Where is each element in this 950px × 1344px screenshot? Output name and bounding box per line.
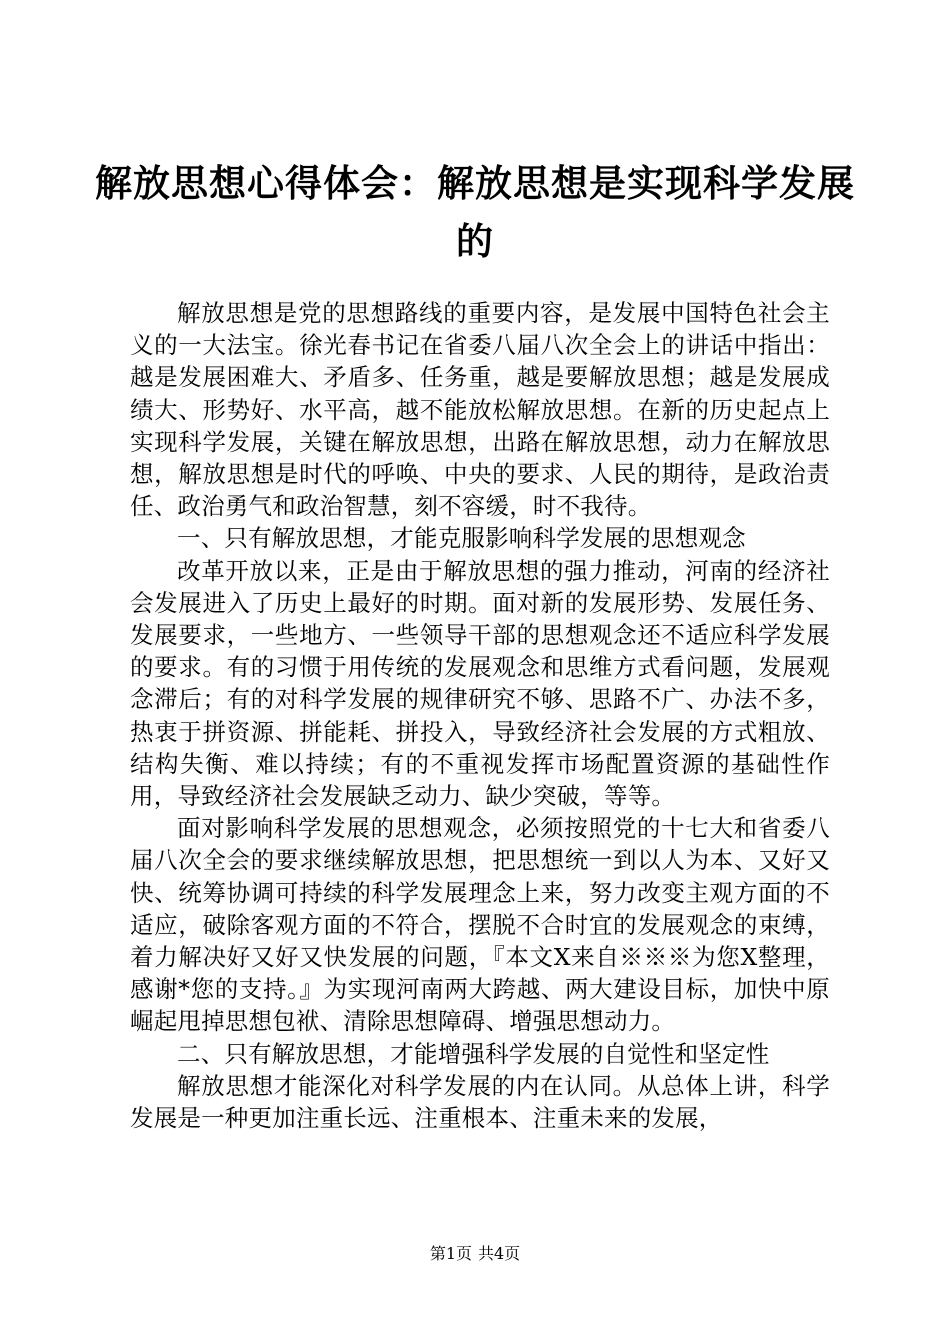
document-title-line-1: 解放思想心得体会：解放思想是实现科学发展 <box>95 162 855 205</box>
document-title-line-2: 的 <box>456 220 494 263</box>
document-body <box>130 297 830 1134</box>
section-heading-1: 一、只有解放思想，才能克服影响科学发展的思想观念 <box>177 524 746 553</box>
section-heading-2: 二、只有解放思想，才能增强科学发展的自觉性和坚定性 <box>177 1039 770 1068</box>
page-number: 第1页 <box>429 1244 472 1263</box>
paragraph-section-1-a: 改革开放以来，正是由于解放思想的强力推动，河南的经济社会发展进入了历史上最好的时期。面对新的发展形势、发展任务、发展要求，一些地方、一些领导干部的思想观念还不适应科学发展的要求。有的习惯于用传统的发展观念和思维方式看问题，发展观念滞后；有的对科学发展的规律研究不够、思路不广、办法不多，热衷于拼资源、拼能耗、拼投入，导致经济社会发展的方式粗放、结构失衡、难以持续；有的不重视发挥市场配置资源的基础性作用，导致经济社会发展缺乏动力、缺少突破，等等。 <box>130 556 830 811</box>
paragraph-intro: 解放思想是党的思想路线的重要内容，是发展中国特色社会主义的一大法宝。徐光春书记在省委八届八次全会上的讲话中指出：越是发展困难大、矛盾多、任务重，越是要解放思想；越是发展成绩大、形势好、水平高，越不能放松解放思想。在新的历史起点上实现科学发展，关键在解放思想，出路在解放思想，动力在解放思想，解放思想是时代的呼唤、中央的要求、人民的期待，是政治责任、政治勇气和政治智慧，刻不容缓，时不我待。 <box>130 299 830 521</box>
paragraph-section-1-b: 面对影响科学发展的思想观念，必须按照党的十七大和省委八届八次全会的要求继续解放思想，把思想统一到以人为本、又好又快、统筹协调可持续的科学发展理念上来，努力改变主观方面的不适应，破除客观方面的不符合，摆脱不合时宜的发展观念的束缚，着力解决好又好又快发展的问题，『本文X来自※※※为您X整理，感谢*您的支持。』为实现河南两大跨越、两大建设目标，加快中原崛起甩掉思想包袱、清除思想障碍、增强思想动力。 <box>130 814 830 1036</box>
page-total: 共4页 <box>478 1244 521 1263</box>
page-footer <box>0 1244 950 1264</box>
paragraph-section-2-a: 解放思想才能深化对科学发展的内在认同。从总体上讲，科学发展是一种更加注重长远、注重根本、注重未来的发展， <box>130 1071 830 1133</box>
